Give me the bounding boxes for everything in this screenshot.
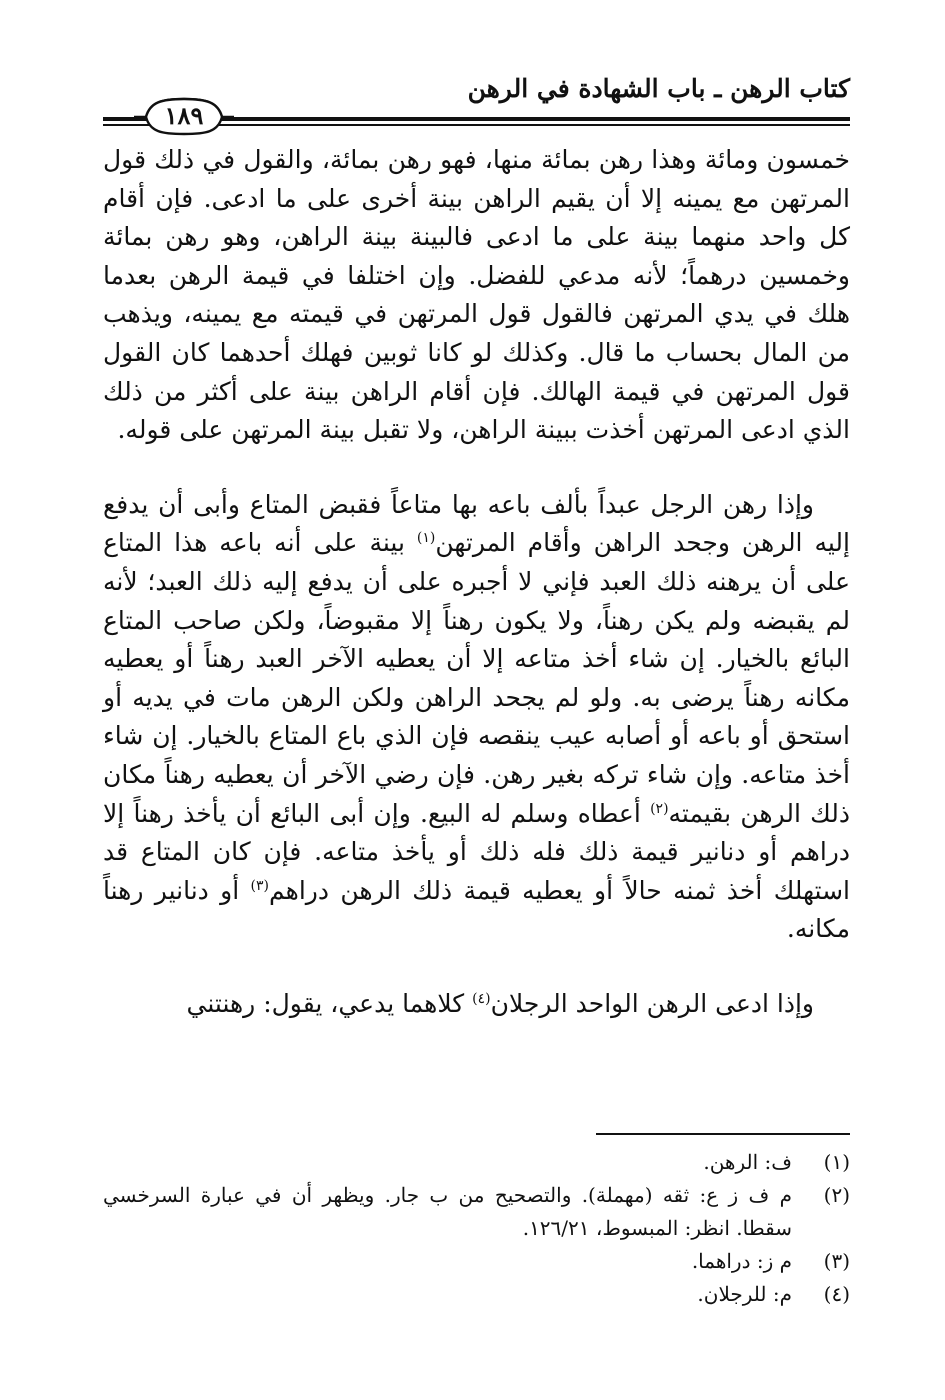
paragraph-text: وإذا رهن الرجل عبداً بألف باعه بها متاعاً فقبض المتاع وأبى أن يدفع إليه الرهن وجحد الراهن وأقام المرتهن xyxy=(103,489,850,558)
running-title: كتاب الرهن ـ باب الشهادة في الرهن xyxy=(467,74,850,103)
footnote-number: (٣) xyxy=(823,1249,850,1273)
footnote-number: (٤) xyxy=(823,1282,850,1306)
footnote-text: م ف ز ع: ثقه (مهملة). والتصحيح من ب جار. ويظهر أن في عبارة السرخسي سقطا. انظر: المبسوط، ١٢٦/٢١. xyxy=(103,1183,792,1240)
footnote-text: م: للرجلان. xyxy=(697,1282,792,1306)
footnote-ref-2[interactable]: (٢) xyxy=(650,800,669,817)
paragraph-2 xyxy=(103,486,850,949)
paragraph-text: كلاهما يدعي، يقول: رهنتني xyxy=(186,988,473,1018)
paragraph-text: وإذا ادعى الرهن الواحد الرجلان xyxy=(490,988,814,1018)
footnote-text: م ز: دراهما. xyxy=(691,1249,792,1273)
footnote-text: ف: الرهن. xyxy=(703,1150,792,1174)
paragraph-3 xyxy=(103,985,850,1024)
footnote-ref-4[interactable]: (٤) xyxy=(472,990,491,1007)
page-number-badge xyxy=(132,96,236,136)
paragraph-text: أعطاه وسلم له البيع. وإن أبى البائع أن يأخذ رهناً إلا دراهم أو دنانير قيمة ذلك فله ذلك أو يأخذ متاعه. فإن كان المتاع قد استهلك أخذ ثمنه حالاً أو يعطيه قيمة ذلك الرهن دراهم xyxy=(103,798,850,905)
page-number: ١٨٩ xyxy=(164,101,204,130)
footnote-separator xyxy=(596,1133,850,1135)
footnote-1 xyxy=(103,1146,850,1179)
footnote-3 xyxy=(103,1245,850,1278)
paragraph-text: أو دنانير رهناً مكانه. xyxy=(103,875,850,944)
footnote-4 xyxy=(103,1278,850,1311)
paragraph-text: خمسون ومائة وهذا رهن بمائة منها، فهو رهن بمائة، والقول في ذلك قول المرتهن مع يمينه إلا أن يقيم الراهن بينة أخرى على ما ادعى. فإن أقام كل واحد منهما بينة على ما ادعى فالبينة بينة الراهن، وهو رهن بمائة وخمسين درهماً؛ لأنه مدعي للفضل. وإن اختلفا في قيمة الرهن بعدما هلك في يدي المرتهن فالقول قول المرتهن في قيمته مع يمينه، ويذهب من المال بحساب ما قال. وكذلك لو كانا ثوبين فهلك أحدهما كان القول قول المرتهن في قيمة الهالك. فإن أقام الراهن بينة على أكثر من ذلك الذي ادعى المرتهن أخذت ببينة الراهن، ولا تقبل بينة المرتهن على قوله. xyxy=(103,145,850,445)
footnote-number: (٢) xyxy=(823,1183,850,1207)
main-text xyxy=(103,141,850,1023)
paragraph-1 xyxy=(103,141,850,450)
footnote-ref-3[interactable]: (٣) xyxy=(250,877,269,894)
footnotes xyxy=(103,1146,850,1311)
paragraph-text: بينة على أنه باعه هذا المتاع على أن يرهنه ذلك العبد فإني لا أجبره على أن يدفع إليه ذلك العبد؛ لأنه لم يقبضه ولم يكن رهناً، ولا يكون رهناً إلا مقبوضاً، ولكن صاحب المتاع البائع بالخيار. إن شاء أخذ متاعه إلا أن يعطيه الآخر العبد رهناً أو يعطيه مكانه رهناً يرضى به. ولو لم يجحد الراهن ولكن الرهن مات في يديه أو استحق أو باعه أو أصابه عيب ينقصه فإن الذي باع المتاع بالخيار. إن شاء أخذ متاعه. وإن شاء تركه بغير رهن. فإن رضي الآخر أن يعطيه رهناً مكان ذلك الرهن بقيمته xyxy=(103,528,851,828)
footnote-number: (١) xyxy=(823,1150,850,1174)
footnote-ref-1[interactable]: (١) xyxy=(416,530,436,547)
footnote-2 xyxy=(103,1179,850,1245)
